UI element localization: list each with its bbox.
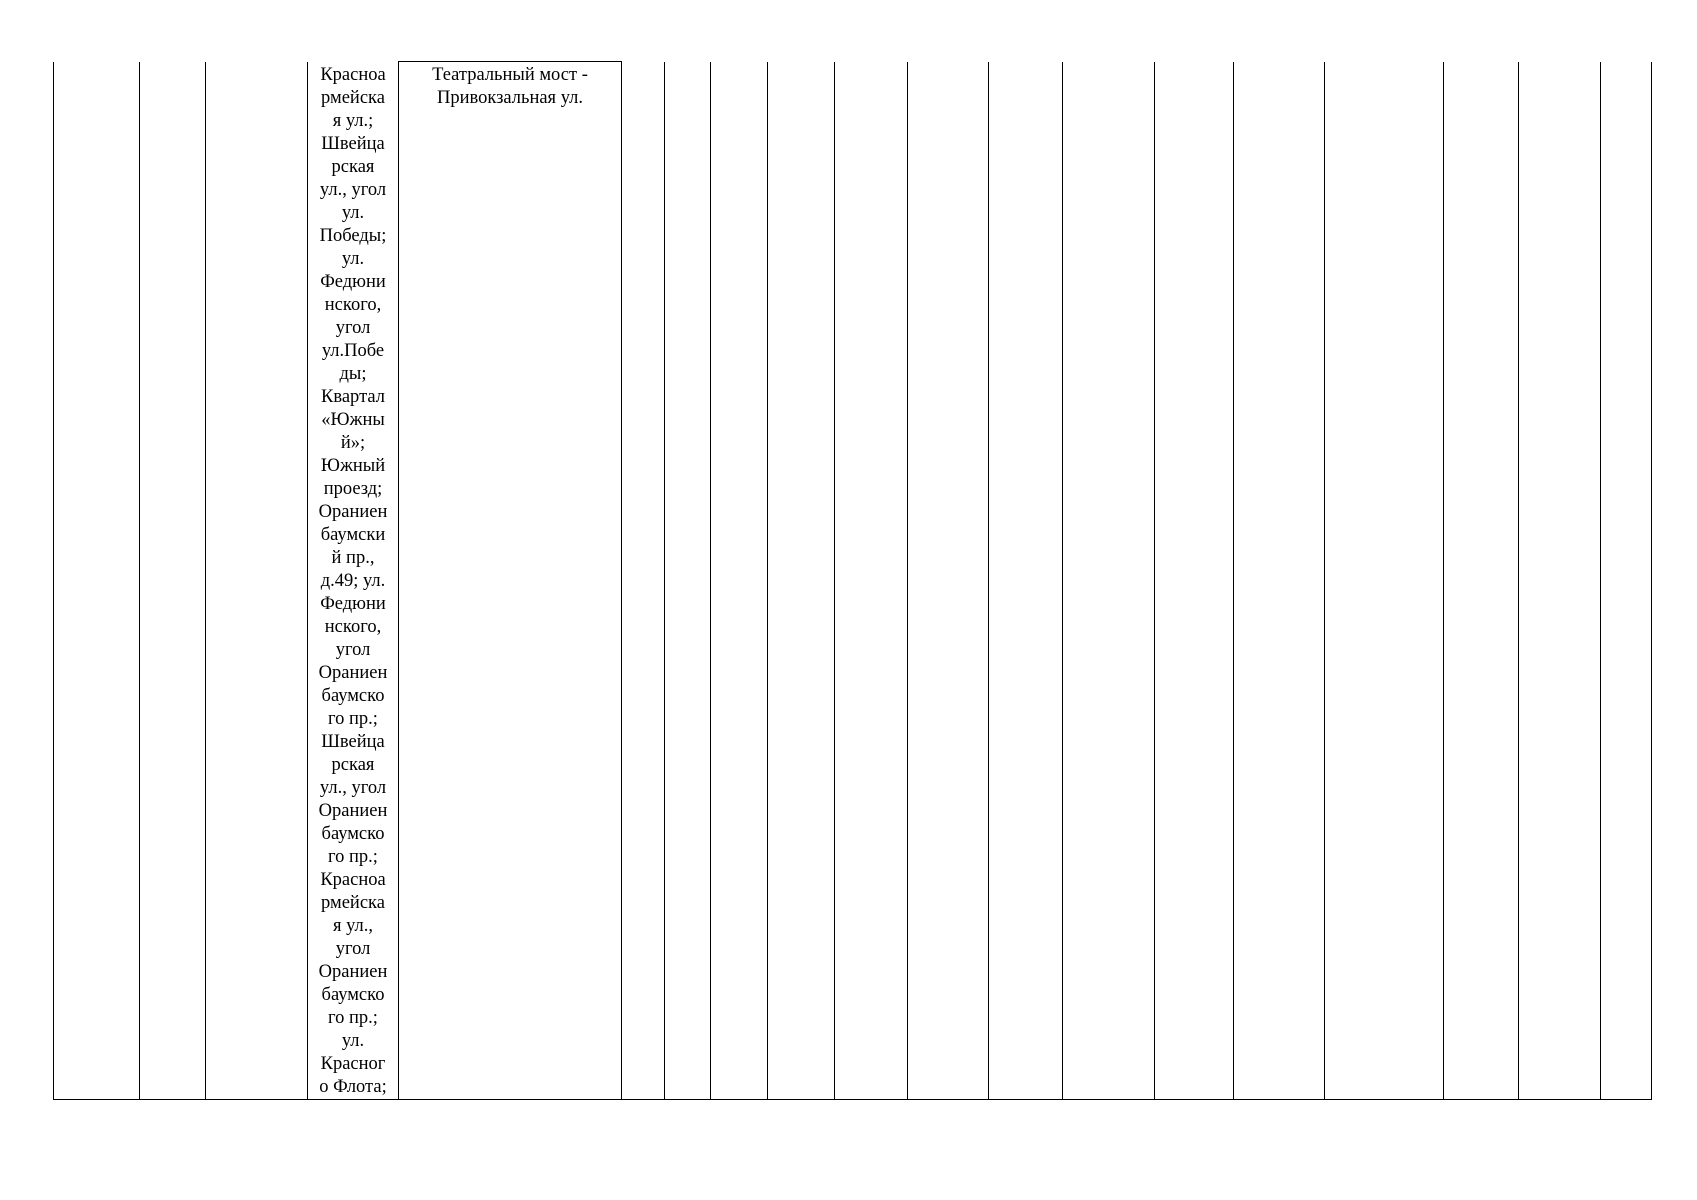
stops-list-text: Красноа рмейска я ул.; Швейца рская ул., угол ул. Победы; ул. Федюни нского, угол ул.Побе ды; Квартал «Южны й»; Южный проезд; Ораниен баумски й пр., д.49; ул. Федюни нского, угол Ораниен баумско го пр.; Швейца рская ул., угол Ораниен баумско го пр.; Красноа рмейска я ул., угол Ораниен баумско го пр.; ул. Красног о Флота; [318,64,388,1097]
table-cell-15 [1234,62,1325,1100]
route-section-text: Театральный мост - Привокзальная ул. [432,65,588,108]
stops-list-cell [308,62,399,1100]
table-cell-19 [1601,62,1652,1100]
table-row [54,62,1652,1100]
table-cell-3 [206,62,308,1100]
table-cell-10 [835,62,908,1100]
route-section-cell [399,62,622,1100]
table-cell-9 [768,62,835,1100]
table-cell-7 [665,62,711,1100]
table-cell-8 [711,62,768,1100]
data-table [53,61,1652,1100]
table-cell-18 [1519,62,1601,1100]
table-cell-2 [140,62,206,1100]
table-cell-13 [1063,62,1155,1100]
table-cell-14 [1155,62,1234,1100]
table-cell-6 [622,62,665,1100]
table-cell-12 [989,62,1063,1100]
table-cell-1 [54,62,140,1100]
table-cell-17 [1444,62,1519,1100]
table-cell-16 [1325,62,1444,1100]
table-cell-11 [908,62,989,1100]
